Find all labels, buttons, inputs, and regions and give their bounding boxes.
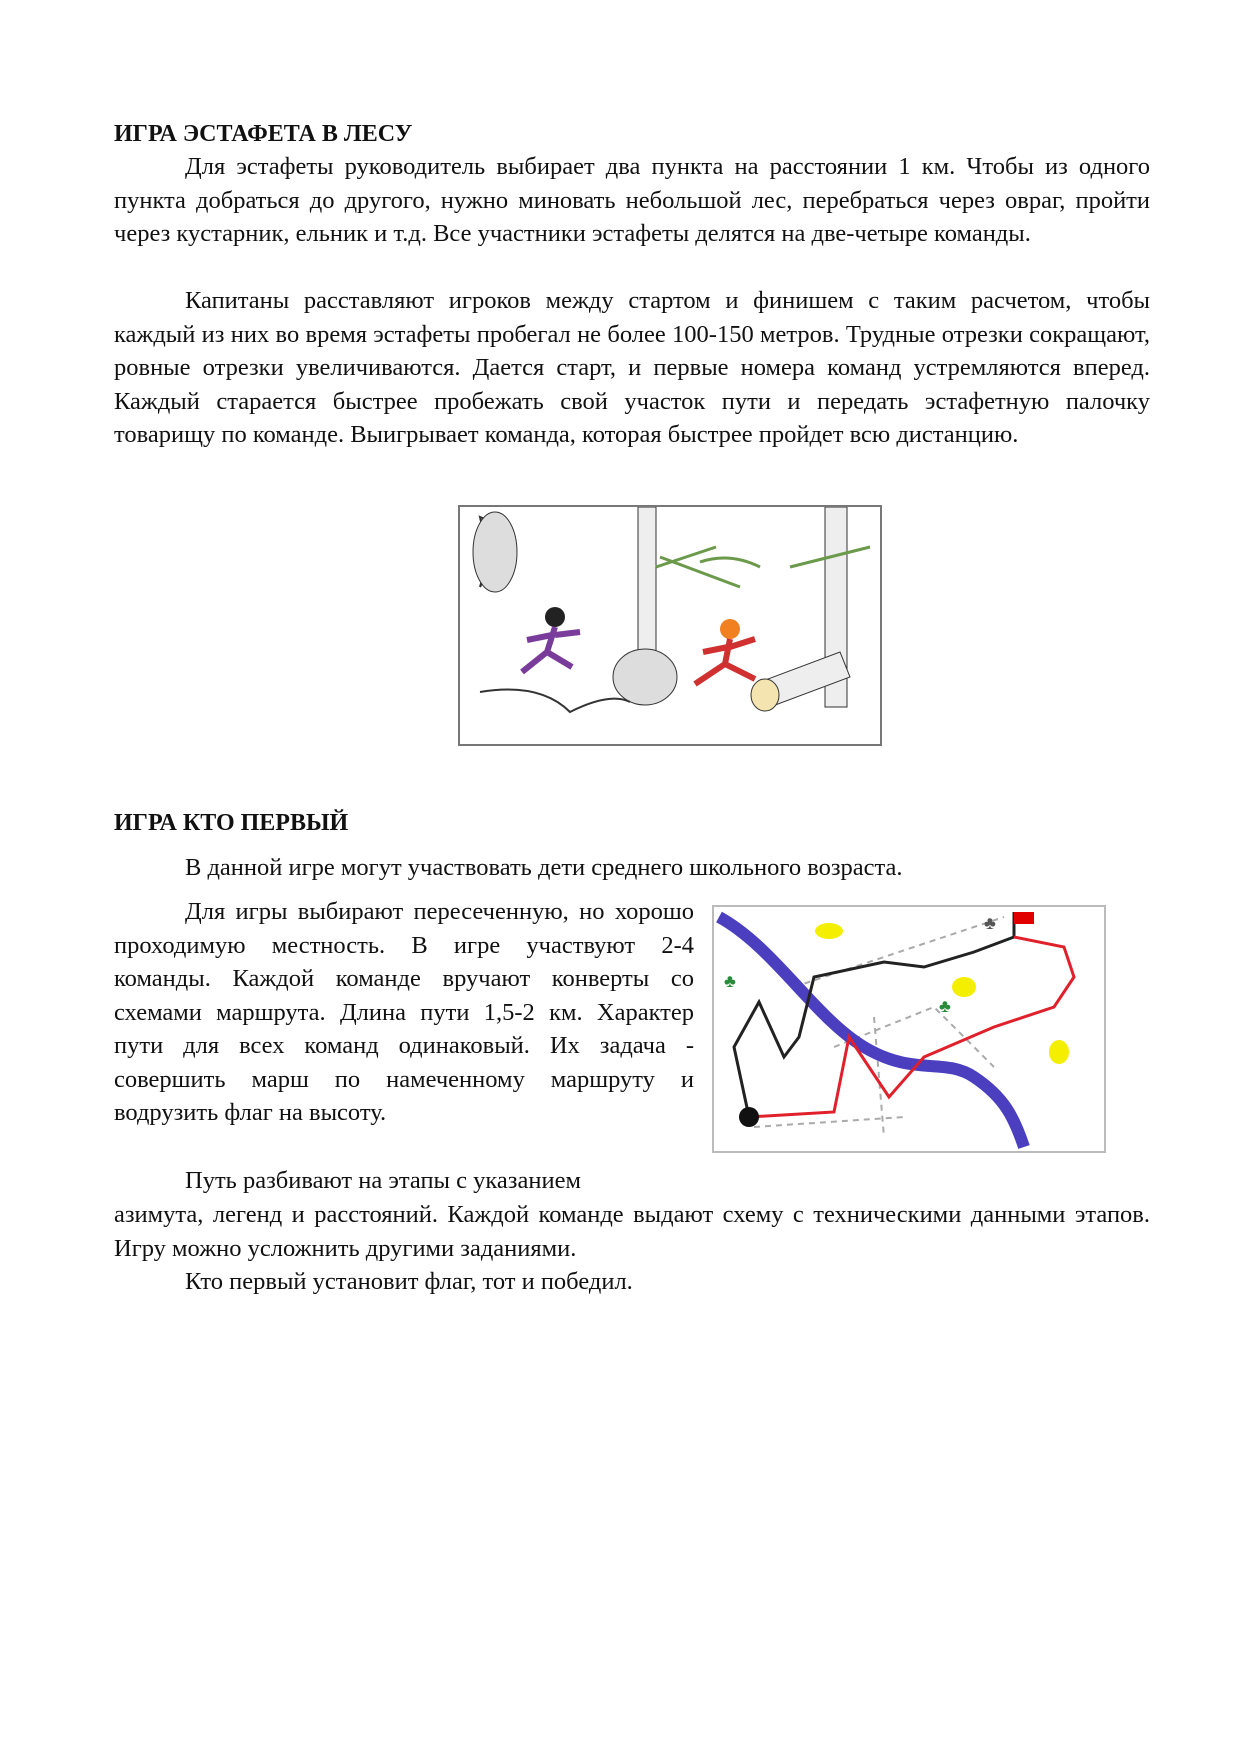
paragraph: азимута, легенд и расстояний. Каждой команде выдают схему с техническими данными этапов. Игру можно усложнить другими заданиями. [114, 1201, 1150, 1262]
svg-text:♣: ♣ [984, 913, 996, 933]
route-map-illustration [712, 905, 1106, 1153]
section-title-relay: ИГРА ЭСТАФЕТА В ЛЕСУ [114, 121, 413, 147]
paragraph: Путь разбивают на этапы с указанием [185, 1167, 581, 1194]
svg-text:♣: ♣ [939, 996, 951, 1016]
paragraph: Для эстафеты руководитель выбирает два пункта на расстоянии 1 км. Чтобы из одного пункта добраться до другого, нужно миновать небольшой лес, перебраться через овраг, пройти через кустарник, ельник и т.д. Все участники эстафеты делятся на две-четыре команды. [114, 153, 1150, 247]
paragraph: В данной игре могут участвовать дети среднего школьного возраста. [185, 854, 903, 881]
forest-relay-illustration [458, 505, 882, 746]
paragraph: Капитаны расставляют игроков между стартом и финишем с таким расчетом, чтобы каждый из них во время эстафеты пробегал не более 100-150 метров. Трудные отрезки сокращают, ровные отрезки увеличиваются. Дается старт, и первые номера команд устремляются вперед. Каждый старается быстрее пробежать свой участок пути и передать эстафетную палочку товарищу по команде. Выигрывает команда, которая быстрее пройдет всю дистанцию. [114, 287, 1150, 448]
paragraph: Для игры выбирают пересеченную, но хорошо проходимую местность. В игре участвуют 2-4 команды. Каждой команде вручают конверты со схемами маршрута. Длина пути 1,5-2 км. Характер пути для всех команд одинаковый. Их задача - совершить марш по намеченному маршруту и водрузить флаг на высоту. [114, 898, 694, 1126]
section-title-who-first: ИГРА КТО ПЕРВЫЙ [114, 810, 349, 836]
paragraph: Кто первый установит флаг, тот и победил. [185, 1268, 633, 1295]
svg-text:♣: ♣ [724, 971, 736, 991]
